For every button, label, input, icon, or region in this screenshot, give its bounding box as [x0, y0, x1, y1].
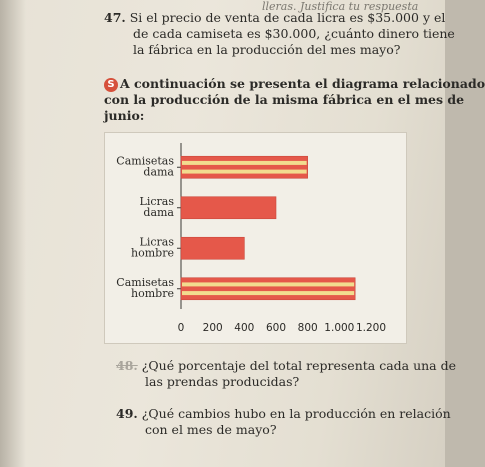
- bar: [181, 197, 276, 219]
- question-number: 47.: [104, 10, 126, 25]
- production-chart: [104, 132, 407, 344]
- x-tick-label: 800: [297, 322, 318, 334]
- question-text: ¿Qué porcentaje del total representa cada una de: [141, 358, 457, 373]
- question-text: Si el precio de venta de cada licra es $35.000 y el: [129, 10, 446, 25]
- bar: [181, 278, 355, 300]
- question-number: 48.: [116, 358, 138, 373]
- x-tick-label: 600: [265, 322, 287, 334]
- question-text: ¿Qué cambios hubo en la producción en relación: [141, 406, 451, 421]
- bar: [181, 156, 308, 178]
- bar-stripe: [182, 161, 307, 165]
- x-tick-label: 1.200: [355, 322, 387, 334]
- page-edge-shadow: [0, 0, 26, 467]
- question-text: con el mes de mayo?: [145, 422, 277, 437]
- cut-header-text: lleras. Justifica tu respuesta: [262, 0, 419, 13]
- question-48: [116, 358, 456, 390]
- x-tick-label: 400: [234, 322, 255, 334]
- question-49: [116, 406, 451, 438]
- bar-stripe: [182, 282, 354, 286]
- x-tick-label: 200: [202, 322, 223, 334]
- question-47: [104, 10, 455, 58]
- category-label: Camisetas: [116, 154, 174, 168]
- intro-text: junio:: [104, 108, 145, 123]
- question-text: de cada camiseta es $30.000, ¿cuánto dinero tiene: [133, 26, 455, 41]
- x-tick-label: 1.000: [324, 322, 355, 334]
- intro-text: con la producción de la misma fábrica en el mes de: [104, 92, 465, 107]
- chart-introduction: [104, 76, 485, 124]
- question-text: la fábrica en la producción del mes mayo?: [133, 42, 401, 57]
- category-label: Licras: [139, 194, 174, 208]
- intro-text: A continuación se presenta el diagrama relacionado: [120, 76, 485, 91]
- category-label: hombre: [131, 246, 174, 260]
- category-label: hombre: [131, 286, 174, 300]
- category-label: dama: [143, 165, 174, 179]
- bar-stripe: [182, 170, 307, 174]
- bar-stripe: [182, 291, 354, 295]
- question-number: 49.: [116, 406, 138, 421]
- category-label: Licras: [139, 235, 174, 249]
- x-tick-label: 0: [177, 322, 185, 334]
- section-badge: S: [104, 78, 118, 92]
- category-label: dama: [143, 205, 174, 219]
- bar: [181, 237, 244, 259]
- bar-chart-svg: [105, 133, 406, 343]
- category-label: Camisetas: [116, 275, 174, 289]
- question-text: las prendas producidas?: [145, 374, 300, 389]
